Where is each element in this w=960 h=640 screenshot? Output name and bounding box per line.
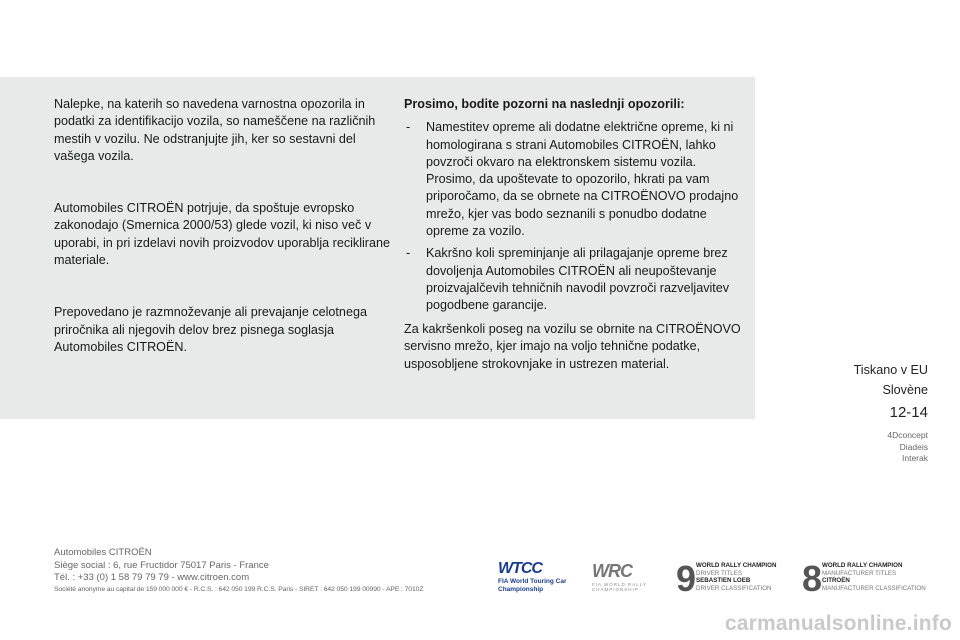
title-count: 9 <box>676 558 697 599</box>
driver-champion-badge <box>676 560 801 600</box>
badge-line: WORLD RALLY CHAMPION <box>696 562 777 569</box>
wtcc-mark: WTCC <box>498 560 542 577</box>
warning-item <box>404 245 749 314</box>
warning-text: Namestitev opreme ali dodatne električne opreme, ki ni homologirana s strani Automobiles CITROËN, lahko povzroči okvaro na elektronskem sistemu vozila. Prosimo, da upoštevate to opozorilo, hkrati pa vam priporočamo, da se obrnete na CITROËNOVO prodajno mrežo, kjer vas bodo seznanili s ponudbo dodatne opreme za vozilo. <box>426 120 739 239</box>
badge-line: CITROËN <box>822 577 850 585</box>
motorsport-logos <box>498 560 930 600</box>
printed-in: Tiskano v EU <box>853 363 928 377</box>
recycling-paragraph: Automobiles CITROËN potrjuje, da spoštuje evropsko zakonodajo (Smernica 2000/53) glede vozil, ki niso več v uporabi, in pri izdelavi novih proizvodov uporablja reciklirane materiale. <box>54 201 391 268</box>
badge-line: SEBASTIEN LOEB <box>696 577 751 585</box>
language: Slovène <box>882 383 928 397</box>
company-info <box>54 547 423 595</box>
copyright-paragraph: Prepovedano je razmnoževanje ali prevajanje celotnega priročnika ali njegovih delov brez pisnega soglasja Automobiles CITROËN. <box>54 305 367 354</box>
company-address: Siège social : 6, rue Fructidor 75017 Paris - France <box>54 559 269 571</box>
labels-paragraph: Nalepke, na katerih so navedena varnostna opozorila in podatki za identifikacijo vozila, so nameščene na različnih mestih v vozilu. Ne odstranjujte jih, ker so sestavni del vašega vozila. <box>54 97 376 163</box>
print-info <box>854 360 928 400</box>
wtcc-line1: FIA World Touring Car <box>498 578 567 585</box>
bullet-marker: - <box>406 120 411 135</box>
company-name: Automobiles CITROËN <box>54 547 152 558</box>
bullet-marker: - <box>406 246 411 261</box>
document-code: 12-14 <box>889 404 928 421</box>
warning-item <box>404 119 749 240</box>
wrc-sub: FIA WORLD RALLY CHAMPIONSHIP <box>592 582 647 592</box>
title-count: 8 <box>802 558 823 599</box>
badge-line: WORLD RALLY CHAMPION <box>822 562 903 569</box>
manufacturer-champion-badge <box>802 560 927 600</box>
production-code: 4Dconcept <box>887 430 928 440</box>
warnings-heading: Prosimo, bodite pozorni na naslednji opozorili: <box>404 97 685 111</box>
wrc-mark: WRC <box>592 561 632 581</box>
wtcc-line2: Championship <box>498 585 544 593</box>
badge-line: DRIVER CLASSIFICATION <box>696 584 772 592</box>
site-watermark: carmanualsonline.info <box>724 612 952 635</box>
company-legal: Société anonyme au capital de 159 000 000 € - R.C.S. : 642 050 199 R.C.S. Paris - SIRET : 642 050 199 00990 - APE : 7010Z <box>54 585 424 593</box>
production-code: Interak <box>902 453 928 463</box>
badge-line: MANUFACTURER CLASSIFICATION <box>822 584 926 592</box>
wtcc-logo <box>498 560 578 600</box>
production-codes <box>887 430 928 465</box>
service-paragraph: Za kakršenkoli poseg na vozilu se obrnite na CITROËNOVO servisno mrežo, kjer imajo na voljo tehnične podatke, usposobljene strokovnjake in ustrezen material. <box>404 322 741 371</box>
left-column <box>54 96 394 356</box>
badge-line: DRIVER TITLES <box>696 569 742 577</box>
warning-text: Kakršno koli spreminjanje ali prilagajanje opreme brez dovoljenja Automobiles CITROËN ali neupoštevanje proizvajalčevih tehničnih navodil povzroči razveljavitev pogodbene garancije. <box>426 246 730 313</box>
right-column <box>404 96 749 320</box>
wrc-logo <box>592 560 666 600</box>
badge-line: MANUFACTURER TITLES <box>822 569 897 577</box>
production-code: Diadeis <box>899 441 928 452</box>
company-phone: Tél. : +33 (0) 1 58 79 79 79 - www.citroen.com <box>54 572 250 583</box>
